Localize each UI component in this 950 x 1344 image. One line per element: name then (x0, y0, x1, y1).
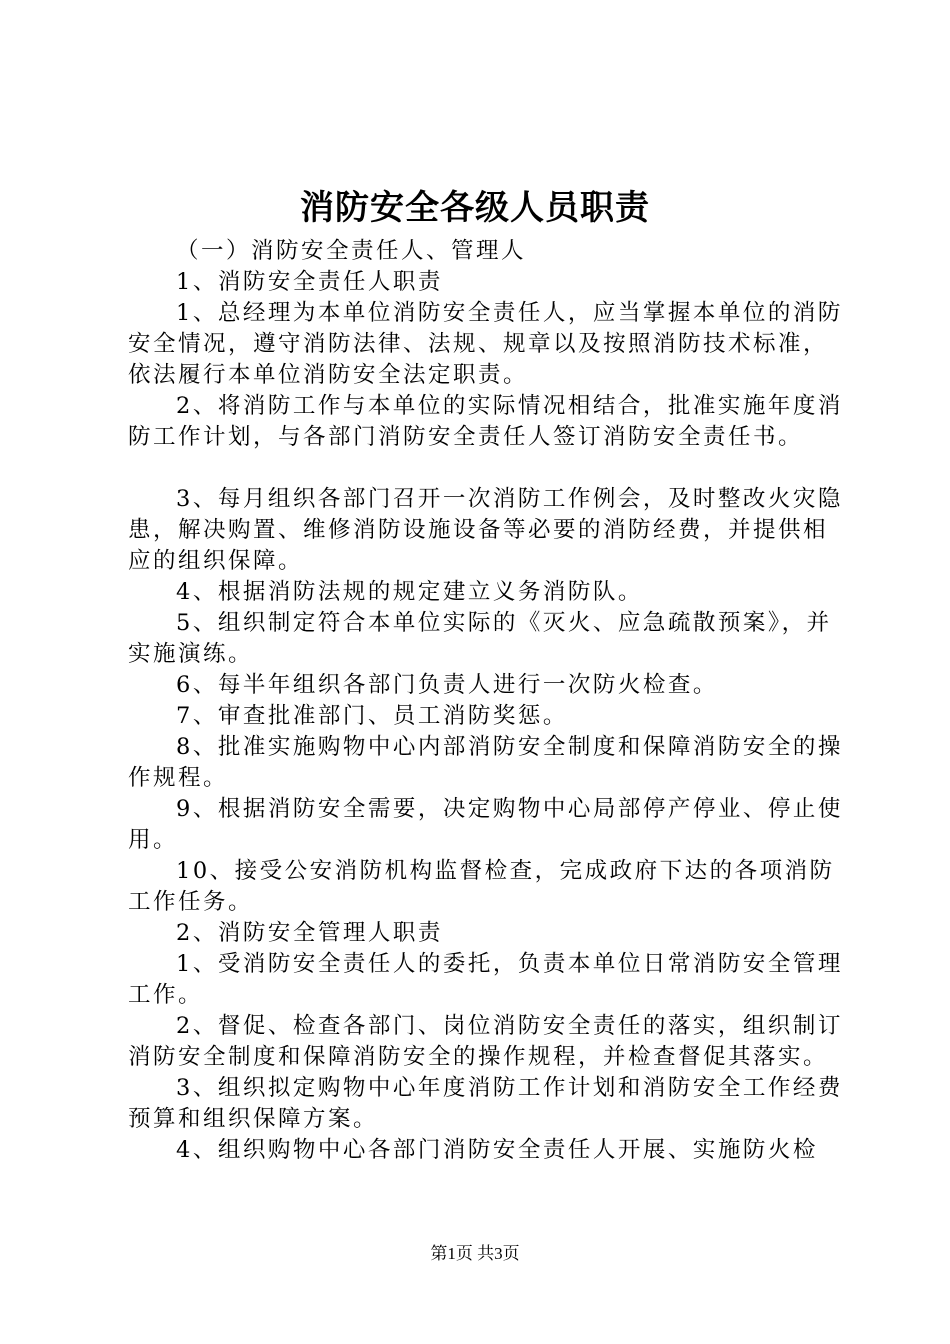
page-footer: 第1页 共3页 (430, 1244, 520, 1263)
subsection-heading: 1、消防安全责任人职责 (176, 269, 443, 295)
paragraph: 4、根据消防法规的规定建立义务消防队。 (176, 579, 643, 605)
paragraph: 10、接受公安消防机构监督检查，完成政府下达的各项消防工作任务。 (128, 858, 835, 915)
paragraph: 2、督促、检查各部门、岗位消防安全责任的落实，组织制订消防安全制度和保障消防安全的操作规程，并检查督促其落实。 (128, 1013, 843, 1070)
paragraph: 4、组织购物中心各部门消防安全责任人开展、实施防火检 (176, 1137, 818, 1163)
paragraph: 9、根据消防安全需要，决定购物中心局部停产停业、停止使用。 (128, 796, 843, 853)
paragraph: 5、组织制定符合本单位实际的《灭火、应急疏散预案》，并实施演练。 (128, 610, 832, 667)
document-title: 消防安全各级人员职责 (300, 188, 650, 228)
paragraph: 1、受消防安全责任人的委托，负责本单位日常消防安全管理工作。 (128, 951, 843, 1008)
paragraph: 6、每半年组织各部门负责人进行一次防火检查。 (176, 672, 718, 698)
paragraph: 7、审查批准部门、员工消防奖惩。 (176, 703, 568, 729)
paragraph: 3、每月组织各部门召开一次消防工作例会，及时整改火灾隐患，解决购置、维修消防设施设备等必要的消防经费，并提供相应的组织保障。 (128, 486, 843, 574)
paragraph: 3、组织拟定购物中心年度消防工作计划和消防安全工作经费预算和组织保障方案。 (128, 1075, 843, 1132)
paragraph: 1、总经理为本单位消防安全责任人，应当掌握本单位的消防安全情况，遵守消防法律、法规、规章以及按照消防技术标准，依法履行本单位消防安全法定职责。 (128, 300, 843, 388)
document-body (128, 236, 844, 1166)
paragraph: 8、批准实施购物中心内部消防安全制度和保障消防安全的操作规程。 (128, 734, 843, 791)
paragraph: 2、将消防工作与本单位的实际情况相结合，批准实施年度消防工作计划，与各部门消防安全责任人签订消防安全责任书。 (128, 393, 843, 450)
section-heading: （一）消防安全责任人、管理人 (176, 238, 527, 264)
subsection-heading: 2、消防安全管理人职责 (176, 920, 443, 946)
